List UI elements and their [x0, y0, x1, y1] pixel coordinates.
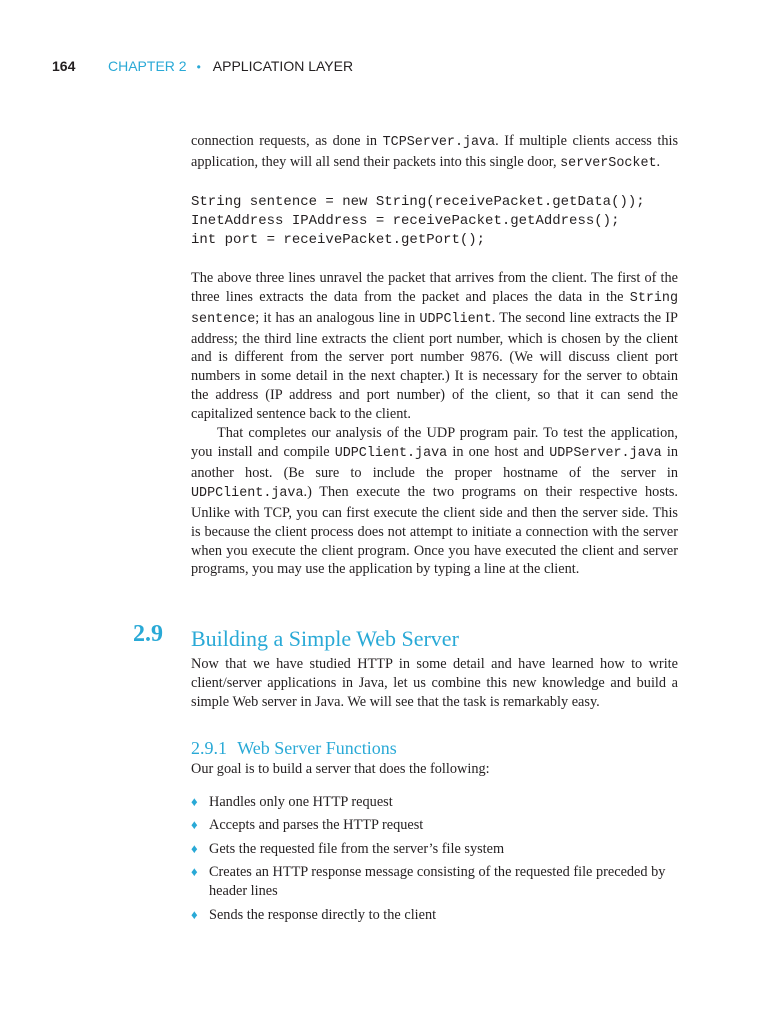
inline-code: UDPClient — [419, 311, 492, 327]
running-header — [52, 58, 353, 74]
text-run: in another host. (Be sure to include the proper hostname of the server in — [191, 443, 678, 481]
section-title: Building a Simple Web Server — [191, 626, 459, 652]
list-item-text: Sends the response directly to the client — [209, 906, 437, 923]
diamond-bullet-icon: ♦ — [191, 864, 198, 880]
text-run: The above three lines unravel the packet that arrives from the client. The first of the three lines extracts the data from the packet and places the data in the — [191, 269, 678, 305]
header-bullet: • — [196, 60, 201, 74]
list-item — [191, 863, 678, 901]
list-item — [191, 840, 678, 859]
inline-code: UDPClient.java — [191, 485, 304, 501]
text-run: ; it has an analogous line in — [255, 309, 420, 326]
list-item — [191, 793, 678, 812]
subsection-title: Web Server Functions — [237, 738, 397, 759]
text-run: That completes our analysis of the UDP program pair. To test the application, you install and compile — [191, 425, 678, 460]
inline-code: String sentence — [191, 290, 678, 327]
list-item-text: Gets the requested file from the server’s file system — [209, 840, 505, 857]
text-run: . — [656, 153, 661, 170]
page-number: 164 — [52, 58, 76, 74]
list-item — [191, 906, 678, 925]
paragraph-test-application — [191, 424, 678, 579]
section-intro: Now that we have studied HTTP in some detail and have learned how to write client/server applications in Java, let us combine this new knowledge and build a simple Web server in Java. We will see that the task is remarkably easy. — [191, 656, 678, 711]
list-item-text: Handles only one HTTP request — [209, 793, 393, 810]
text-run: in one host and — [447, 443, 550, 460]
section-heading — [133, 621, 678, 655]
code-line: int port = receivePacket.getPort(); — [191, 231, 486, 248]
list-item-text: Accepts and parses the HTTP request — [209, 817, 424, 834]
inline-code: UDPClient.java — [334, 445, 448, 461]
text-run: connection requests, as done in — [191, 133, 383, 149]
page-body — [133, 132, 679, 929]
list-item — [191, 816, 678, 835]
text-run: . The second line extracts the IP address; the third line extracts the client port number, which is chosen by the client and is different from the server port number 9876. (We will discuss client port numbers in some detail in the next chapter.) It is necessary for the server to obtain the address (IP address and port number) of the client, so that it can send the capitalized sentence back to the client. — [191, 309, 678, 423]
function-list — [191, 793, 678, 925]
chapter-title: APPLICATION LAYER — [212, 58, 354, 74]
diamond-bullet-icon: ♦ — [191, 906, 198, 922]
subsection-heading — [191, 736, 678, 760]
text-run: .) Then execute the two programs on their respective hosts. Unlike with TCP, you can first execute the client side and then the server side. This is because the client process does not attempt to initiate a connection with the server when you execute the client program. Once you have executed the client and server programs, you may use the application by typing a line at the client. — [191, 483, 678, 578]
inline-code: TCPServer.java — [382, 135, 496, 150]
diamond-bullet-icon: ♦ — [191, 793, 198, 809]
code-block — [191, 193, 678, 250]
diamond-bullet-icon: ♦ — [191, 840, 198, 856]
inline-code: UDPServer.java — [549, 445, 662, 461]
diamond-bullet-icon: ♦ — [191, 817, 198, 833]
list-item-text: Creates an HTTP response message consisting of the requested file preceded by header lines — [209, 864, 666, 900]
paragraph-connection-requests — [191, 132, 678, 174]
code-line: InetAddress IPAddress = receivePacket.getAddress(); — [191, 212, 620, 229]
code-line: String sentence = new String(receivePacket.getData()); — [191, 193, 645, 210]
section-number: 2.9 — [133, 621, 163, 648]
goal-text: Our goal is to build a server that does the following: — [191, 761, 490, 778]
inline-code: serverSocket — [560, 155, 657, 171]
text-run: . If multiple clients access this application, they will all send their packets into this single door, — [191, 133, 679, 170]
paragraph-unravel-packet — [191, 269, 678, 424]
chapter-label: CHAPTER 2 — [108, 58, 187, 74]
subsection-number: 2.9.1 — [191, 738, 227, 759]
